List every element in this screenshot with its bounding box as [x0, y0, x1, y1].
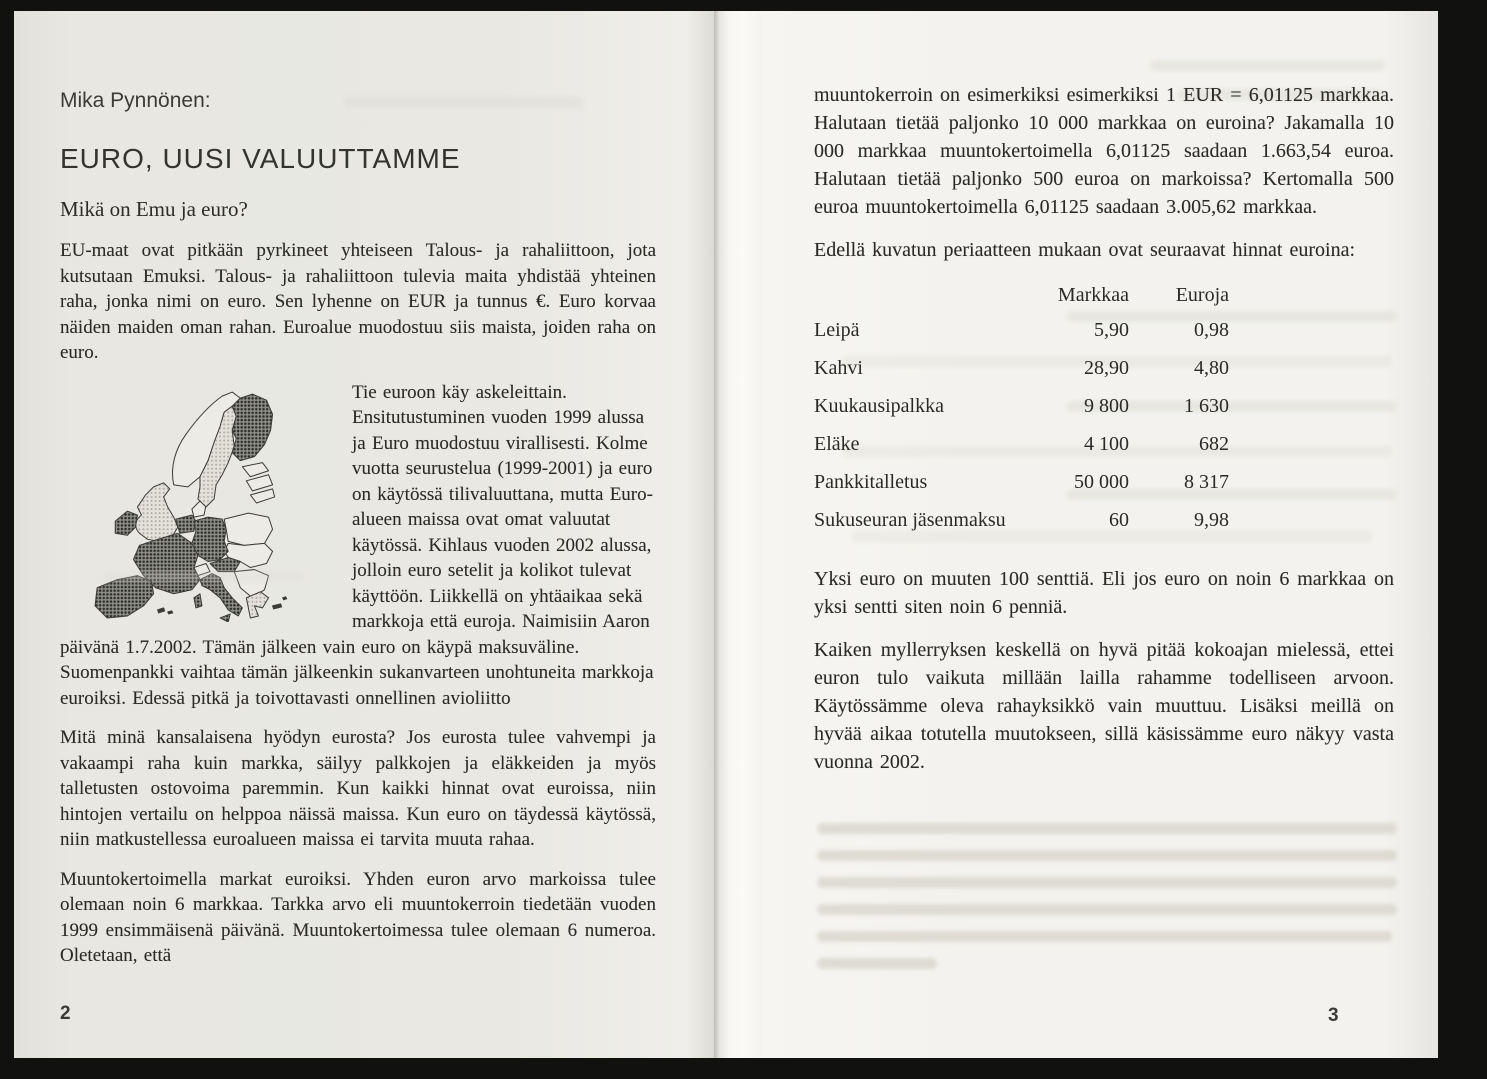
row-value: 9 800 — [1084, 394, 1129, 417]
island-sicily — [220, 613, 230, 621]
country-poland — [224, 513, 272, 545]
page-number: 2 — [60, 1003, 71, 1024]
island-corsica-sardinia — [194, 593, 202, 607]
row-value: 1 630 — [1184, 394, 1229, 417]
page-left — [14, 11, 714, 1058]
row-value: 28,90 — [1084, 356, 1129, 379]
table-row — [814, 387, 1284, 425]
table-row — [814, 349, 1284, 387]
table-header-row — [814, 279, 1284, 311]
row-label: Sukuseuran jäsenmaksu — [814, 508, 1006, 531]
row-value: 50 000 — [1074, 470, 1129, 493]
paragraph: muuntokerroin on esimerkiksi esimerkiksi 1 EUR = 6,01125 markkaa. Halutaan tietää paljonko 10 000 markkaa on euroina? Jakamalla 10 000 markkaa muuntokertoimella 6,01125 saadaan 1.663,54 euroa. Halutaan tietää paljonko 500 euroa on markoissa? Kertomalla 500 euroa muuntokertoimella 6,01125 saadaan 3.005,62 markkaa. — [814, 84, 1394, 218]
row-value: 8 317 — [1184, 470, 1229, 493]
section-subtitle: Mikä on Emu ja euro? — [60, 197, 248, 221]
price-table — [814, 279, 1284, 539]
paragraph: Kaiken myllerryksen keskellä on hyvä pitää kokoajan mielessä, ettei euron tulo vaikuta millään lailla rahamme todelliseen arvoon. Käytössämme oleva rahayksikkö vain muuttuu. Lisäksi meillä on hyvää aikaa totutella muutokseen, sillä käsissämme euro näkyy vasta vuonna 2002. — [814, 639, 1394, 773]
page-right — [762, 11, 1438, 1058]
bleedthrough-line — [817, 904, 1397, 915]
column-header-markkaa: Markkaa — [1057, 283, 1129, 306]
row-value: 60 — [1109, 508, 1129, 531]
table-row — [814, 463, 1284, 501]
bleedthrough-line — [344, 97, 584, 108]
bleedthrough-line — [817, 958, 937, 969]
paragraph: Muuntokertoimella markat euroiksi. Yhden euron arvo markoissa tulee olemaan noin 6 markkaa. Tarkka arvo eli muuntokerroin tiedetään vuoden 1999 ensimmäisenä päivänä. Muuntokertoimessa tulee olemaan 6 numeroa. Oletetaan, että — [60, 868, 656, 966]
country-uk — [136, 482, 178, 540]
paragraph-with-map — [60, 380, 656, 712]
paragraph: Tie euroon käy askeleittain. Ensitutustuminen vuoden 1999 alussa ja Euro muodostuu virallisesti. Kolme vuotta seurustelua (1999-2001) ja euro on käytössä tilivaluuttana, mutta Euro-alueen maissa ovat omat valuutat käytössä. Kihlaus vuoden 2002 alussa, jolloin euro setelit ja kolikot tulevat käyttöön. Liikkellä on yhtäaikaa sekä markkoja että euroja. Naimisiin Aaron päivänä 1.7.2002. Tämän jälkeen vain euro on käypä maksuväline. Suomenpankki vaihtaa tämän jälkeenkin sukanvarteen unohtuneita markkoja euroiksi. Edessä pitkä ja toivottavasti onnellinen avioliitto — [60, 381, 654, 709]
row-value: 4,80 — [1194, 356, 1229, 379]
paragraph: Edellä kuvatun periaatteen mukaan ovat seuraavat hinnat euroina: — [814, 239, 1356, 261]
row-value: 682 — [1199, 432, 1229, 455]
bleedthrough-line — [817, 823, 1397, 834]
paragraph: Yksi euro on muuten 100 senttiä. Eli jos euro on noin 6 markkaa on yksi sentti siten noin 6 penniä. — [814, 568, 1394, 618]
row-label: Pankkitalletus — [814, 470, 928, 493]
row-value: 0,98 — [1194, 318, 1229, 341]
row-value: 4 100 — [1084, 432, 1129, 455]
bleedthrough-line — [817, 850, 1397, 861]
bleedthrough-line — [817, 877, 1397, 888]
row-value: 9,98 — [1194, 508, 1229, 531]
country-baltics — [242, 462, 274, 502]
paragraph: EU-maat ovat pitkään pyrkineet yhteiseen Talous- ja rahaliittoon, jota kutsutaan Emuksi. Talous- ja rahaliittoon tulevia maita yhdistää yhteinen raha, jonka nimi on euro. Sen lyhenne on EUR ja tunnus €. Euro korvaa näiden maiden oman rahan. Euroalue muodostuu siis maista, joiden raha on euro. — [60, 240, 656, 363]
europe-emu-map — [72, 382, 336, 622]
page-number: 3 — [1328, 1005, 1339, 1026]
row-label: Leipä — [814, 318, 860, 341]
table-row — [814, 501, 1284, 539]
paragraph: Mitä minä kansalaisena hyödyn eurosta? Jos eurosta tulee vahvempi ja vakaampi raha kuin markka, säilyy palkkojen ja eläkkeiden ja myös talletusten ostovoima paremmin. Kun kaikki hinnat ovat euroissa, niin hintojen vertailu on helppoa näissä maissa. Kun euro on täydessä käytössä, niin matkustellessa euroalueen maissa ei tarvita muuta rahaa. — [60, 727, 656, 850]
country-benelux — [176, 515, 196, 533]
country-finland — [232, 394, 272, 461]
page-gutter — [714, 11, 762, 1058]
author-name: Mika Pynnönen: — [60, 89, 211, 112]
table-row — [814, 425, 1284, 463]
column-header-euroja: Euroja — [1175, 283, 1229, 306]
table-body — [814, 311, 1284, 539]
row-label: Eläke — [814, 432, 860, 455]
country-ireland — [115, 511, 137, 535]
page-title: EURO, UUSI VALUUTTAMME — [60, 143, 461, 174]
bleedthrough-line — [104, 571, 304, 582]
row-value: 5,90 — [1094, 318, 1129, 341]
row-label: Kahvi — [814, 356, 863, 379]
bleedthrough-line — [817, 931, 1392, 942]
table-row — [814, 311, 1284, 349]
row-label: Kuukausipalkka — [814, 394, 944, 417]
